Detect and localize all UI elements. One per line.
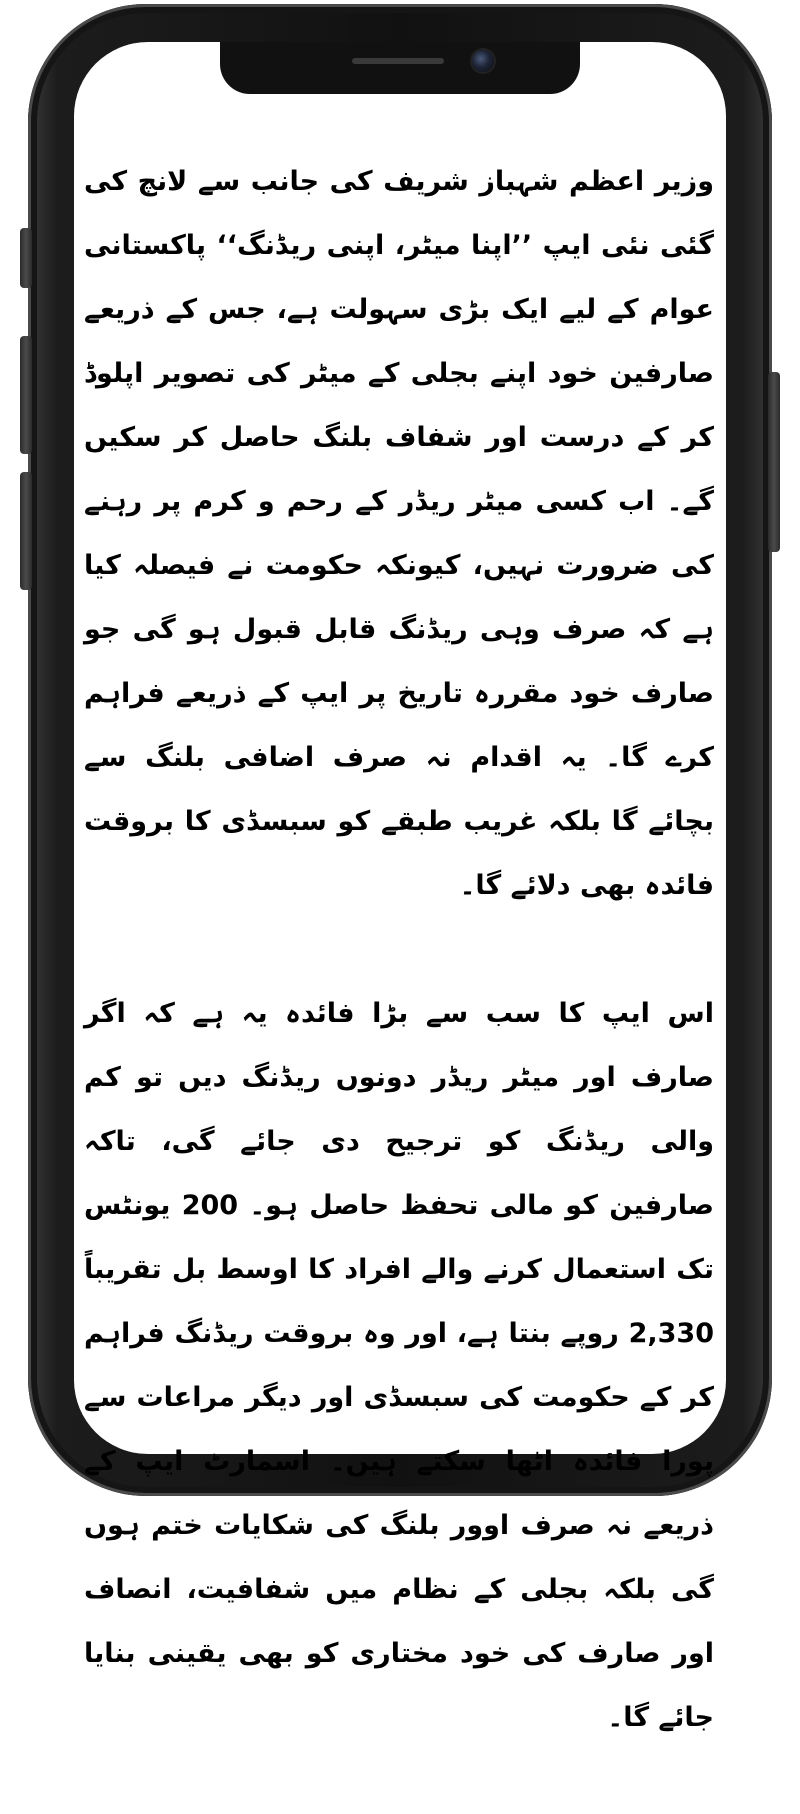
mute-switch [20, 228, 32, 288]
volume-up-button [20, 336, 32, 454]
article-paragraph-1: وزیر اعظم شہباز شریف کی جانب سے لانچ کی گئی نئی ایپ ’’اپنا میٹر، اپنی ریڈنگ‘‘ پاکستانی عوام کے لیے ایک بڑی سہولت ہے، جس کے ذریعے صارفین خود اپنے بجلی کے میٹر کی تصویر اپلوڈ کر کے درست اور شفاف بلنگ حاصل کر سکیں گے۔ اب کسی میٹر ریڈر کے رحم و کرم پر رہنے کی ضرورت نہیں، کیونکہ حکومت نے فیصلہ کیا ہے کہ صرف وہی ریڈنگ قابل قبول ہو گی جو صارف خود مقررہ تاریخ پر ایپ کے ذریعے فراہم کرے گا۔ یہ اقدام نہ صرف اضافی بلنگ سے بچائے گا بلکہ غریب طبقے کو سبسڈی کا بروقت فائدہ بھی دلائے گا۔ [84, 166, 714, 901]
speaker-grille-icon [352, 58, 444, 64]
volume-down-button [20, 472, 32, 590]
phone-notch [220, 42, 580, 94]
front-camera-icon [472, 50, 494, 72]
article-body [84, 150, 714, 1814]
power-button [768, 372, 780, 552]
article-paragraph-2: اس ایپ کا سب سے بڑا فائدہ یہ ہے کہ اگر صارف اور میٹر ریڈر دونوں ریڈنگ دیں تو کم والی ریڈنگ کو ترجیح دی جائے گی، تاکہ صارفین کو مالی تحفظ حاصل ہو۔ 200 یونٹس تک استعمال کرنے والے افراد کا اوسط بل تقریباً 2,330 روپے بنتا ہے، اور وہ بروقت ریڈنگ فراہم کر کے حکومت کی سبسڈی اور دیگر مراعات سے پورا فائدہ اٹھا سکتے ہیں۔ اسمارٹ ایپ کے ذریعے نہ صرف اوور بلنگ کی شکایات ختم ہوں گی بلکہ بجلی کے نظام میں شفافیت، انصاف اور صارف کی خود مختاری کو بھی یقینی بنایا جائے گا۔ [84, 998, 715, 1733]
phone-screen [74, 42, 726, 1733]
